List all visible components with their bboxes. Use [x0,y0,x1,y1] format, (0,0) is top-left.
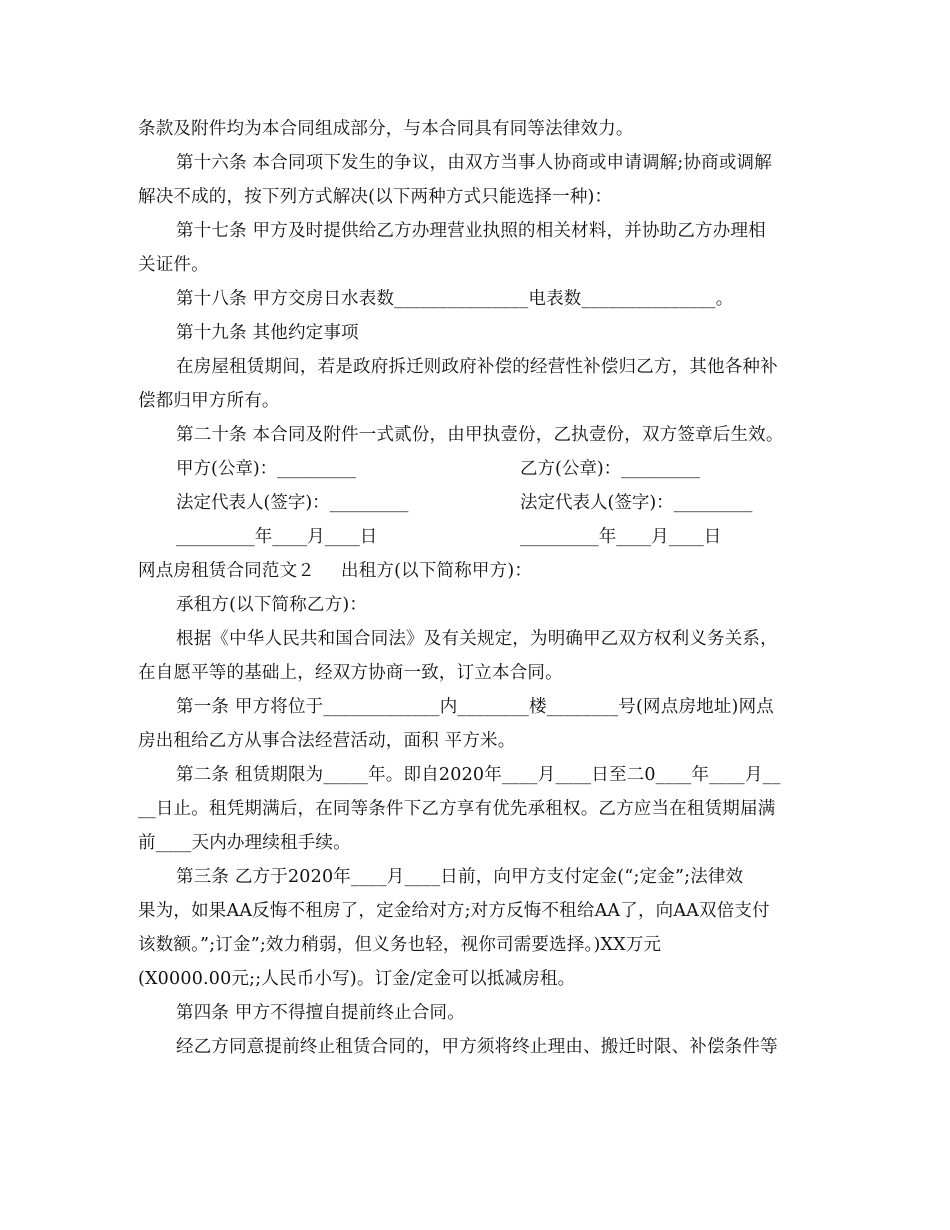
article-2-line-2: __日止。租凭期满后，在同等条件下乙方享有优先承租权。乙方应当在租赁期届满 [138,799,776,819]
clause-16-line-2: 解决不成的，按下列方式解决(以下两种方式只能选择一种)： [138,187,613,207]
clause-17-line-2: 关证件。 [138,255,209,275]
clause-19-detail-line-1: 在房屋租赁期间，若是政府拆迁则政府补偿的经营性补偿归乙方，其他各种补 [176,357,778,377]
article-2-line-3: 前____天内办理续租手续。 [138,833,351,853]
party-b-seal: 乙方(公章)：_________ [520,459,700,479]
paragraph-line: 条款及附件均为本合同组成部分，与本合同具有同等法律效力。 [138,119,634,139]
article-3-line-2: 果为，如果AA反悔不租房了，定金给对方;对方反悔不租给AA了，向AA双倍支付 [138,901,770,921]
clause-19-detail-line-2: 偿都归甲方所有。 [138,391,280,411]
clause-19: 第十九条 其他约定事项 [176,323,359,343]
lessor-label: 出租方(以下简称甲方)： [341,561,533,581]
signature-row-date [138,520,812,554]
party-a-seal: 甲方(公章)：_________ [176,459,356,479]
article-3-line-1: 第三条 乙方于2020年____月____日前，向甲方支付定金(“;定金”;法律效 [176,867,744,887]
article-3-line-3: 该数额。”;订金”;效力稍弱，但义务也轻，视你司需要选择。)XX万元 [138,935,662,955]
clause-17-line-1: 第十七条 甲方及时提供给乙方办理营业执照的相关材料，并协助乙方办理相 [176,221,766,241]
article-1-line-2: 房出租给乙方从事合法经营活动，面积 平方米。 [138,731,516,751]
clause-18: 第十八条 甲方交房日水表数_______________电表数_______________。 [176,289,734,309]
party-b-representative: 法定代表人(签字)：_________ [520,493,753,513]
preamble-line-1: 根据《中华人民共和国合同法》及有关规定，为明确甲乙双方权利义务关系， [176,629,778,649]
article-3-line-4: (X0000.00元;;人民币小写)。订金/定金可以抵减房租。 [138,969,576,989]
clause-16-line-1: 第十六条 本合同项下发生的争议，由双方当事人协商或申请调解;协商或调解 [176,153,772,173]
preamble-line-2: 在自愿平等的基础上，经双方协商一致，订立本合同。 [138,663,563,683]
article-4-detail-line-1: 经乙方同意提前终止租赁合同的，甲方须将终止理由、搬迁时限、补偿条件等 [176,1037,778,1057]
article-1-line-1: 第一条 甲方将位于_____________内________楼________号(网点房地址)网点 [176,697,774,717]
contract-title: 网点房租赁合同范文２ [138,561,315,581]
article-4: 第四条 甲方不得擅自提前终止合同。 [176,1003,465,1023]
clause-20: 第二十条 本合同及附件一式贰份，由甲执壹份，乙执壹份，双方签章后生效。 [176,425,784,445]
party-b-date: _________年____月____日 [520,527,722,547]
lessee-label: 承租方(以下简称乙方)： [176,595,368,615]
section-heading [138,554,812,588]
party-a-representative: 法定代表人(签字)：_________ [176,493,409,513]
document-page [138,112,812,1064]
signature-row-seal [138,452,812,486]
article-2-line-1: 第二条 租赁期限为_____年。即自2020年____月____日至二0____年____月__ [176,765,781,785]
party-a-date: _________年____月____日 [176,527,378,547]
signature-row-representative [138,486,812,520]
